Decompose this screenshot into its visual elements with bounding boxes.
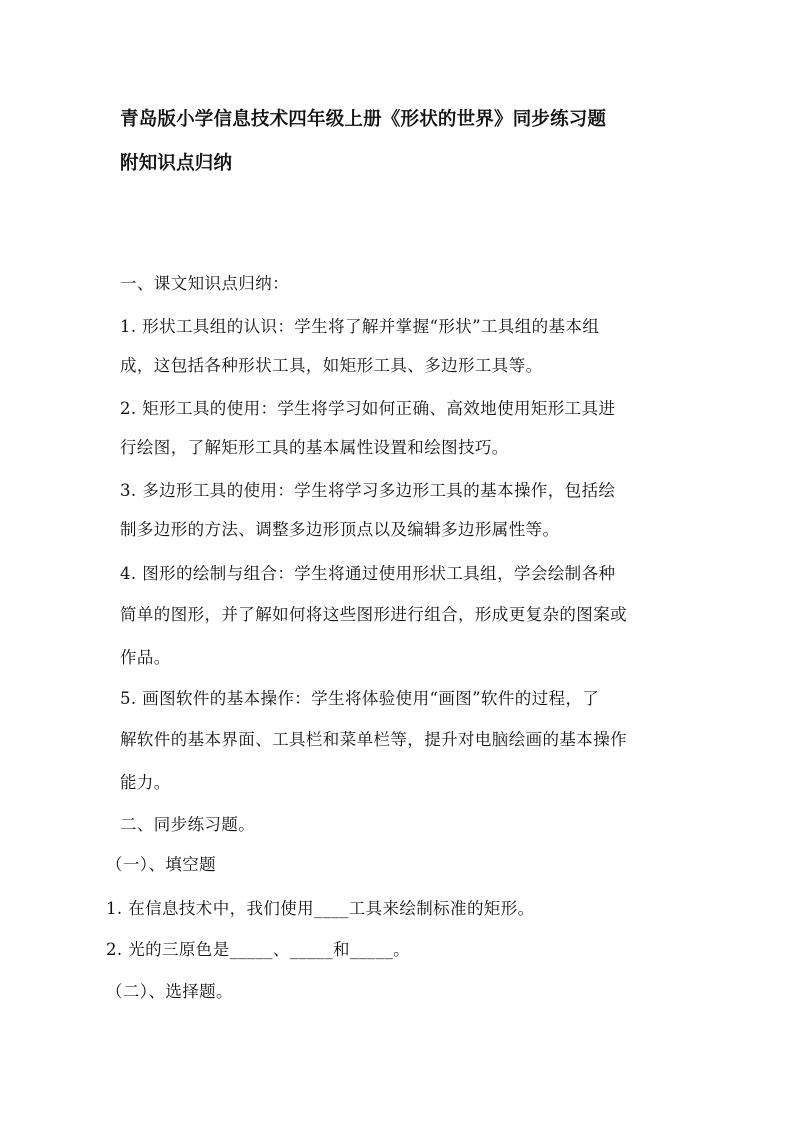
knowledge-item-3-line-2: 制多边形的方法、调整多边形顶点以及编辑多边形属性等。 — [120, 520, 560, 539]
knowledge-item-3-line-1: 3. 多边形工具的使用：学生将学习多边形工具的基本操作，包括绘 — [120, 481, 616, 500]
knowledge-item-4-line-2: 简单的图形，并了解如何将这些图形进行组合，形成更复杂的图案或 — [120, 605, 627, 624]
knowledge-item-5-line-2: 解软件的基本界面、工具栏和菜单栏等，提升对电脑绘画的基本操作 — [120, 730, 627, 749]
section-1-heading: 一、课文知识点归纳： — [120, 274, 289, 293]
fill-blank-heading: （一）、填空题 — [106, 855, 217, 874]
knowledge-item-2-line-1: 2. 矩形工具的使用：学生将学习如何正确、高效地使用矩形工具进 — [120, 399, 616, 418]
knowledge-item-4-line-1: 4. 图形的绘制与组合：学生将通过使用形状工具组，学会绘制各种 — [120, 564, 616, 583]
knowledge-item-5-line-1: 5. 画图软件的基本操作：学生将体验使用“画图”软件的过程，了 — [120, 689, 600, 708]
knowledge-item-2-line-2: 行绘图，了解矩形工具的基本属性设置和绘图技巧。 — [120, 438, 509, 457]
knowledge-item-4-line-3: 作品。 — [120, 648, 171, 667]
document-title-line-1: 青岛版小学信息技术四年级上册《形状的世界》同步练习题 — [120, 109, 607, 130]
fill-blank-question-1: 1. 在信息技术中，我们使用____工具来绘制标准的矩形。 — [106, 899, 535, 918]
knowledge-item-1-line-1: 1. 形状工具组的认识：学生将了解并掌握“形状”工具组的基本组 — [120, 317, 600, 336]
choice-heading: （二）、选择题。 — [106, 982, 233, 1001]
fill-blank-question-2: 2. 光的三原色是_____、_____和_____。 — [106, 940, 411, 959]
knowledge-item-5-line-3: 能力。 — [120, 773, 171, 792]
document-title-line-2: 附知识点归纳 — [120, 153, 233, 174]
knowledge-item-1-line-2: 成，这包括各种形状工具，如矩形工具、多边形工具等。 — [120, 356, 543, 375]
section-2-heading: 二、同步练习题。 — [120, 815, 256, 834]
